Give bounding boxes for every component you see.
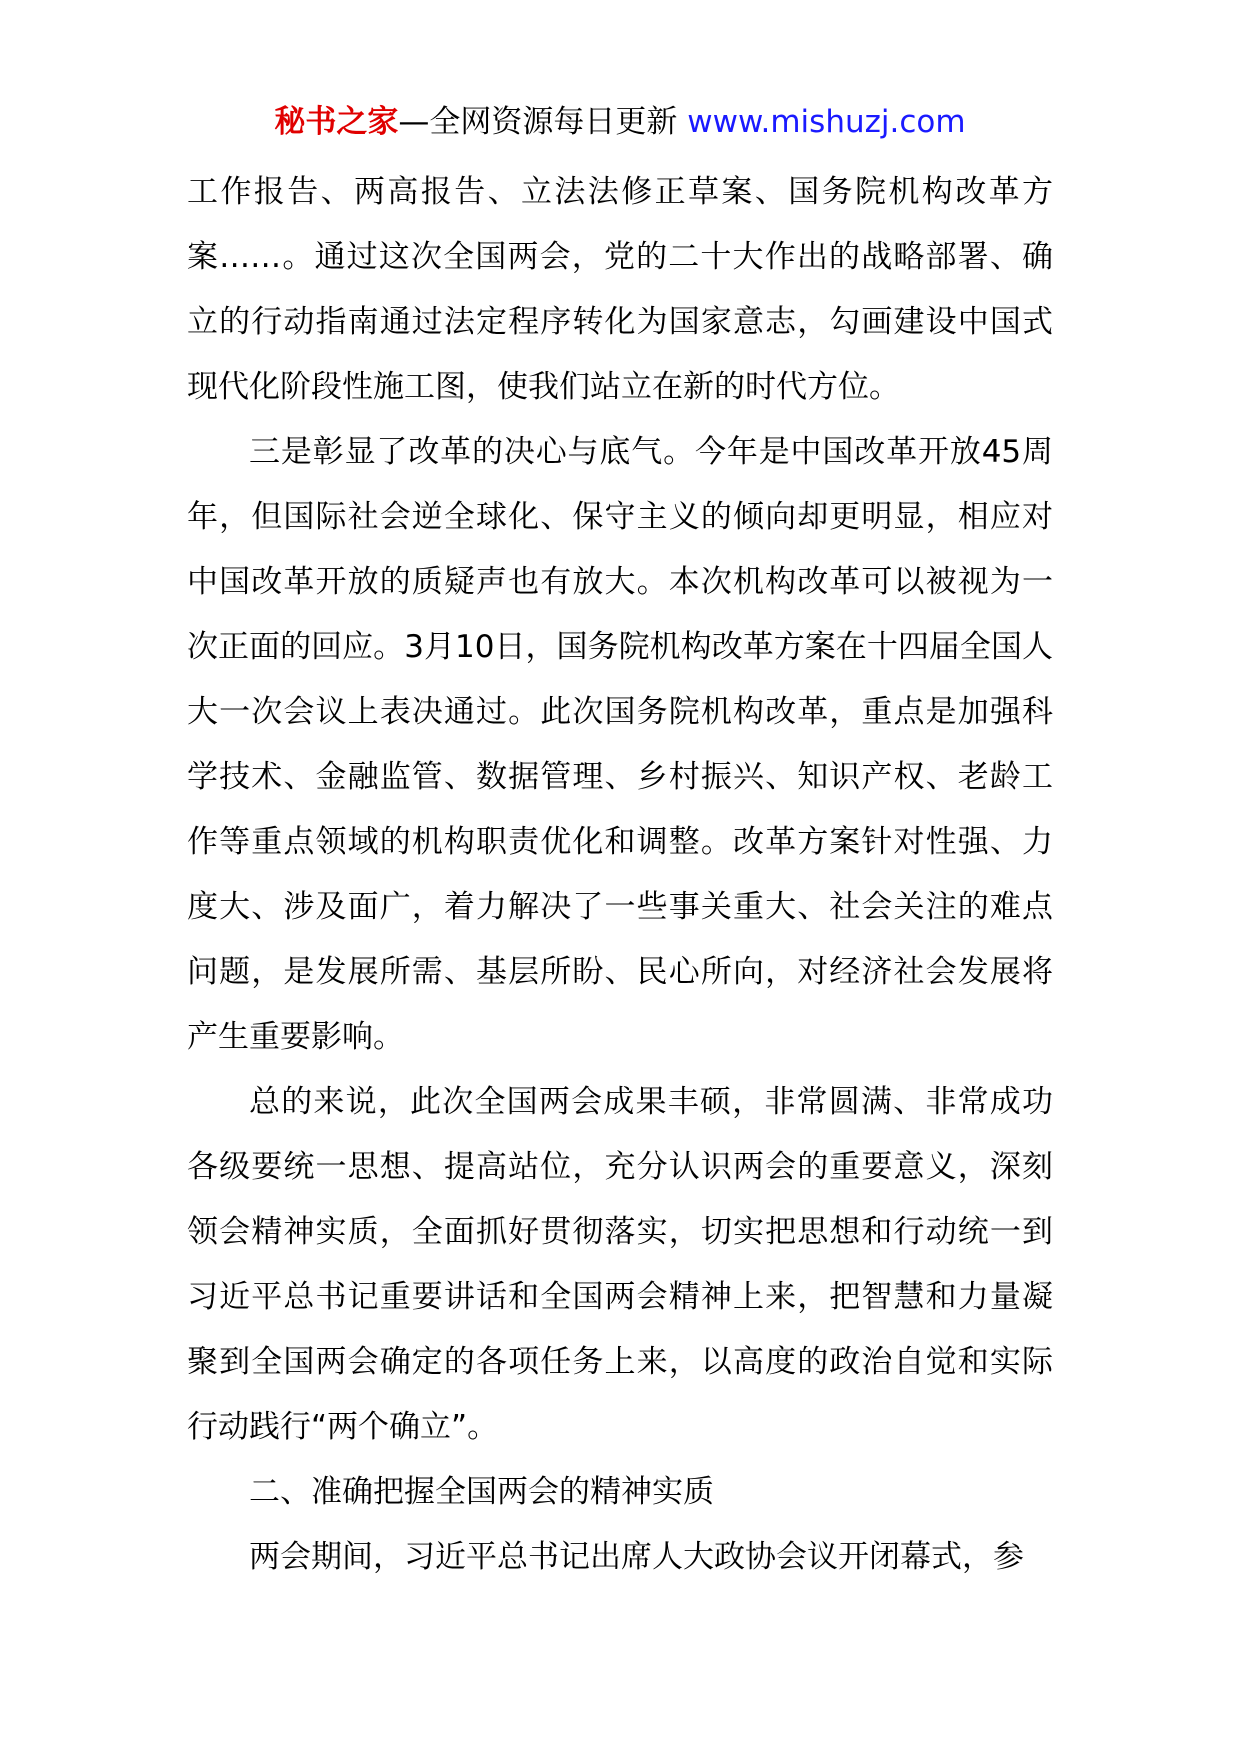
paragraph: 总的来说，此次全国两会成果丰硕，非常圆满、非常成功各级要统一思想、提高站位，充分认识两会的重要意义，深刻领会精神实质，全面抓好贯彻落实，切实把思想和行动统一到习近平总书记重要讲话和全国两会精神上来，把智慧和力量凝聚到全国两会确定的各项任务上来，以高度的政治自觉和实际行动践行“两个确立”。: [187, 1084, 1053, 1445]
document-body: [187, 160, 1053, 1590]
paragraph: 工作报告、两高报告、立法法修正草案、国务院机构改革方案……。通过这次全国两会，党的二十大作出的战略部署、确立的行动指南通过法定程序转化为国家意志，勾画建设中国式现代化阶段性施工图，使我们站立在新的时代方位。: [187, 174, 1053, 405]
site-url-link[interactable]: www.mishuzj.com: [687, 104, 966, 140]
paragraph: 两会期间，习近平总书记出席人大政协会议开闭幕式，参: [249, 1539, 1024, 1575]
site-tagline: —全网资源每日更新: [398, 104, 678, 140]
page-header: [0, 100, 1240, 144]
paragraph: 三是彰显了改革的决心与底气。今年是中国改革开放45周年，但国际社会逆全球化、保守主义的倾向却更明显，相应对中国改革开放的质疑声也有放大。本次机构改革可以被视为一次正面的回应。3月10日，国务院机构改革方案在十四届全国人大一次会议上表决通过。此次国务院机构改革，重点是加强科学技术、金融监管、数据管理、乡村振兴、知识产权、老龄工作等重点领域的机构职责优化和调整。改革方案针对性强、力度大、涉及面广，着力解决了一些事关重大、社会关注的难点问题，是发展所需、基层所盼、民心所向，对经济社会发展将产生重要影响。: [187, 434, 1053, 1055]
section-heading: 二、准确把握全国两会的精神实质: [249, 1474, 714, 1510]
site-brand: 秘书之家: [274, 104, 399, 140]
